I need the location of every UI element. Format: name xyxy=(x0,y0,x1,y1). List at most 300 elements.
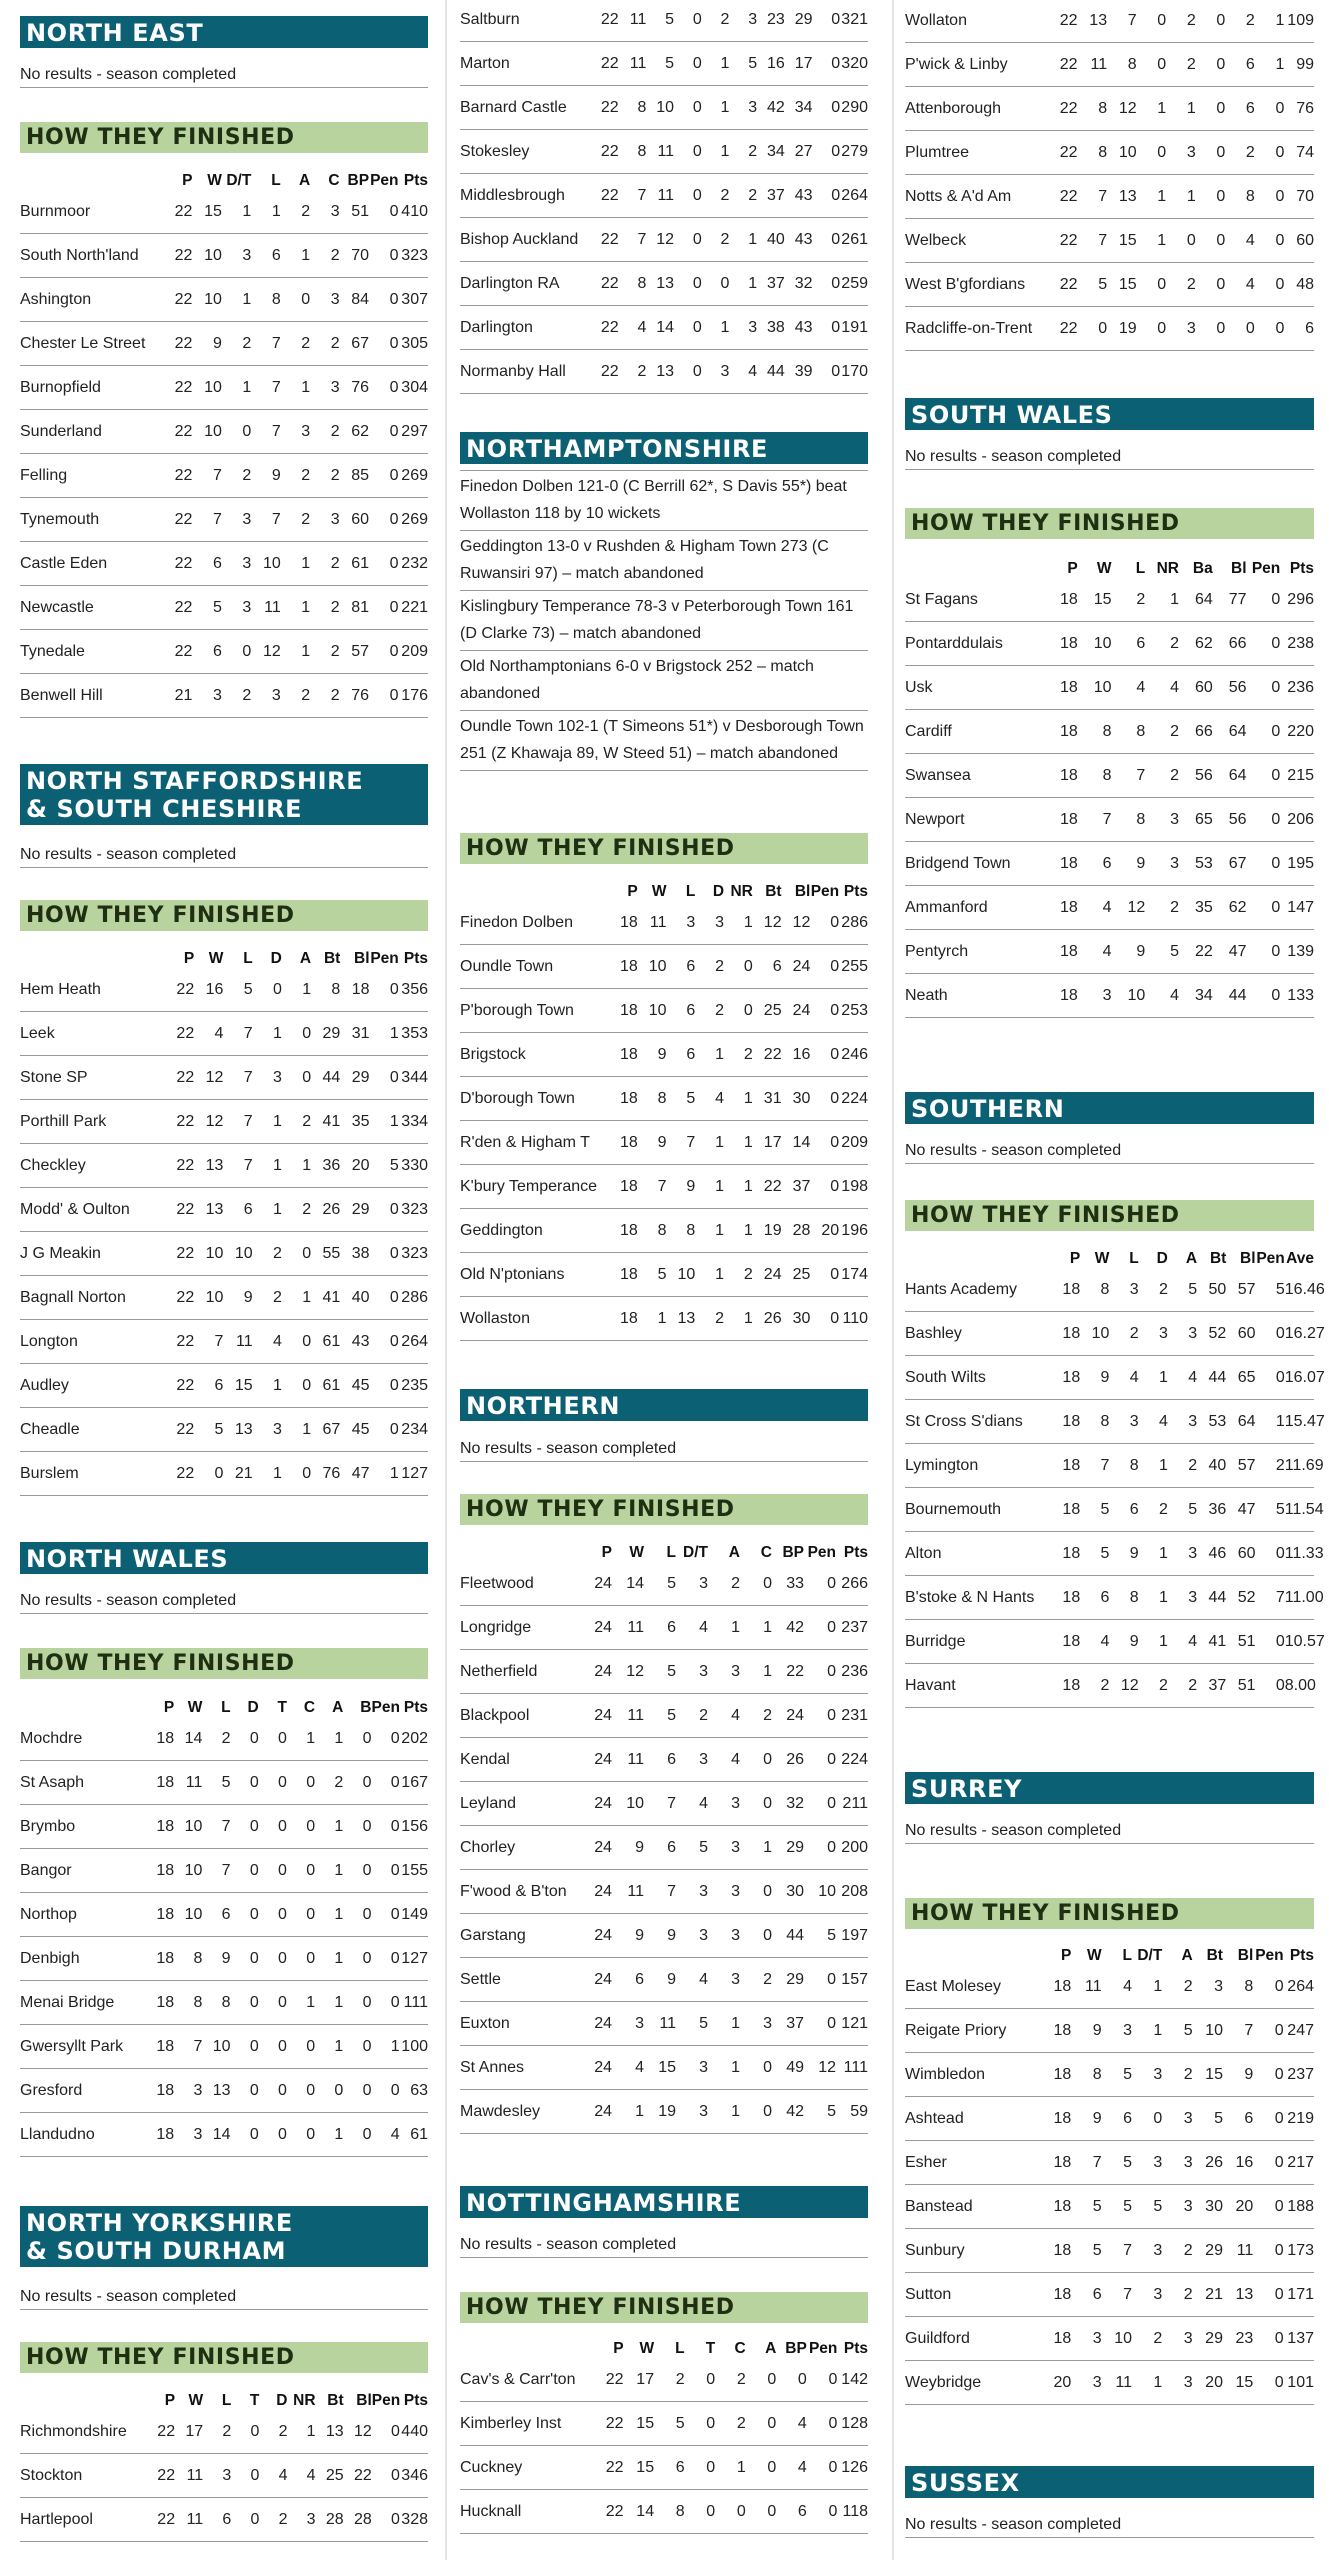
stat-cell: 9 xyxy=(1112,842,1146,886)
stat-cell: 2 xyxy=(695,1297,724,1341)
team-name: Radcliffe-on-Trent xyxy=(905,307,1048,351)
stat-cell: 2 xyxy=(708,1562,740,1606)
stat-cell: 149 xyxy=(400,1893,428,1937)
team-name: Wimbledon xyxy=(905,2053,1041,2097)
stat-cell: 66 xyxy=(1179,710,1213,754)
stat-cell: 237 xyxy=(836,1606,868,1650)
team-name: Mawdesley xyxy=(460,2090,580,2134)
stat-cell: 6 xyxy=(1102,2097,1132,2141)
stat-cell: 0 xyxy=(1247,710,1281,754)
stat-cell: 49 xyxy=(772,2046,804,2090)
stat-cell: 3 xyxy=(1145,842,1179,886)
stat-cell: 5 xyxy=(1071,2229,1101,2273)
stat-cell: 0 xyxy=(810,901,839,945)
stat-cell: 3 xyxy=(1109,1268,1138,1312)
stat-cell: 4 xyxy=(194,1012,223,1056)
team-name: Castle Eden xyxy=(20,542,163,586)
table-row xyxy=(20,2498,428,2542)
subheader-how-they-finished: HOW THEY FINISHED xyxy=(20,122,428,153)
table-row xyxy=(905,1664,1314,1708)
stat-cell: 9 xyxy=(638,1121,667,1165)
stat-cell: 1 xyxy=(315,1717,343,1761)
table-row xyxy=(905,263,1314,307)
stat-cell: 10 xyxy=(194,1276,223,1320)
stat-cell: 17 xyxy=(785,42,813,86)
stat-cell: 0 xyxy=(1253,2229,1283,2273)
team-name: Finedon Dolben xyxy=(460,901,609,945)
team-name: Swansea xyxy=(905,754,1044,798)
stat-cell: 60 xyxy=(1226,1312,1255,1356)
stat-cell: 0 xyxy=(194,1452,223,1496)
stat-cell: 18 xyxy=(146,2025,174,2069)
stat-cell: 22 xyxy=(165,1320,194,1364)
team-name: Denbigh xyxy=(20,1937,146,1981)
stat-cell: 0 xyxy=(1225,307,1255,351)
stat-cell: 1 xyxy=(372,2025,400,2069)
stat-cell: 234 xyxy=(399,1408,428,1452)
table-row xyxy=(905,754,1314,798)
stat-cell: 2 xyxy=(1139,1488,1168,1532)
stat-cell: 139 xyxy=(1280,930,1314,974)
stat-cell: 221 xyxy=(399,586,429,630)
column-header: A xyxy=(298,172,311,189)
stat-cell: 37 xyxy=(1197,1664,1226,1708)
stat-cell: 1 xyxy=(315,1981,343,2025)
stat-cell: 44 xyxy=(1197,1576,1226,1620)
stat-cell: 0 xyxy=(259,1717,287,1761)
table-row xyxy=(905,87,1314,131)
section-header-north-wales: NORTH WALES xyxy=(20,1542,428,1574)
table-row xyxy=(20,2410,428,2454)
stat-cell: 0 xyxy=(1078,307,1108,351)
stat-cell: 11 xyxy=(619,42,647,86)
subheader-how-they-finished: HOW THEY FINISHED xyxy=(460,2292,868,2323)
stat-cell: 259 xyxy=(840,262,868,306)
column-header: A xyxy=(332,1699,344,1716)
stat-cell: 1 xyxy=(253,1100,282,1144)
team-name: St Cross S'dians xyxy=(905,1400,1051,1444)
stat-cell: 8 xyxy=(1078,754,1112,798)
team-name: Sunderland xyxy=(20,410,163,454)
stat-cell: 2 xyxy=(310,322,339,366)
stat-cell: 7 xyxy=(1078,175,1108,219)
column-header: W xyxy=(1087,1947,1102,1964)
stat-cell: 167 xyxy=(400,1761,428,1805)
stat-cell: 1 xyxy=(695,1121,724,1165)
stat-cell: 8.00 xyxy=(1285,1664,1314,1708)
stat-cell: 0 xyxy=(1247,578,1281,622)
stat-cell: 1 xyxy=(315,1805,343,1849)
stat-cell: 1 xyxy=(222,278,251,322)
stat-cell: 30 xyxy=(772,1870,804,1914)
stat-cell: 59 xyxy=(836,2090,868,2134)
stat-cell: 1 xyxy=(740,1606,772,1650)
column-header: Pen xyxy=(1251,560,1281,577)
column-3 xyxy=(893,0,1329,2560)
column-header: W xyxy=(639,2340,655,2357)
table-row xyxy=(905,1312,1314,1356)
table-row xyxy=(460,1606,868,1650)
stat-cell: 2 xyxy=(281,454,310,498)
stat-cell: 4 xyxy=(1168,1620,1197,1664)
stat-cell: 40 xyxy=(757,218,785,262)
stat-cell: 1 xyxy=(740,1650,772,1694)
stat-cell: 0 xyxy=(813,86,841,130)
column-header: Ave xyxy=(1286,1250,1314,1267)
table-row xyxy=(905,2053,1314,2097)
stat-cell: 3 xyxy=(695,901,724,945)
stat-cell: 12 xyxy=(1107,87,1137,131)
stat-cell: 11 xyxy=(174,1761,202,1805)
stat-cell: 37 xyxy=(757,174,785,218)
stat-cell: 3 xyxy=(708,1782,740,1826)
stat-cell: 1 xyxy=(281,366,310,410)
stat-cell: 18 xyxy=(146,1805,174,1849)
stat-cell: 21 xyxy=(1193,2273,1223,2317)
stat-cell: 7 xyxy=(223,1056,252,1100)
stat-cell: 5 xyxy=(1102,2141,1132,2185)
stat-cell: 0 xyxy=(1166,219,1196,263)
stat-cell: 31 xyxy=(340,1012,369,1056)
stat-cell: 0 xyxy=(813,350,841,394)
stat-cell: 5 xyxy=(1145,930,1179,974)
section-header-north-east: NORTH EAST xyxy=(20,16,428,48)
stat-cell: 5 xyxy=(1071,2185,1101,2229)
stat-cell: 110 xyxy=(839,1297,868,1341)
stat-cell: 6 xyxy=(1109,1488,1138,1532)
stat-cell: 20 xyxy=(1223,2185,1253,2229)
stat-cell: 29 xyxy=(772,1826,804,1870)
stat-cell: 2 xyxy=(1139,1268,1168,1312)
stat-cell: 235 xyxy=(399,1364,428,1408)
stat-cell: 2 xyxy=(222,454,251,498)
stat-cell: 32 xyxy=(785,262,813,306)
stat-cell: 0 xyxy=(1253,2009,1283,2053)
stat-cell: 206 xyxy=(1280,798,1314,842)
stat-cell: 3 xyxy=(1102,2009,1132,2053)
stat-cell: 440 xyxy=(400,2410,428,2454)
column-header: Bl xyxy=(354,950,370,967)
stat-cell: 3 xyxy=(1193,1965,1223,2009)
stat-cell: 0 xyxy=(1247,974,1281,1018)
match-result: Geddington 13-0 v Rushden & Higham Town 273 (C Ruwansiri 97) – match abandoned xyxy=(460,531,868,591)
stat-cell: 67 xyxy=(311,1408,340,1452)
stat-cell: 41 xyxy=(1197,1620,1226,1664)
subheader-how-they-finished: HOW THEY FINISHED xyxy=(905,1200,1314,1231)
table-row xyxy=(20,234,428,278)
stat-cell: 3 xyxy=(251,674,280,718)
stat-cell: 3 xyxy=(310,366,339,410)
stat-cell: 410 xyxy=(399,190,429,234)
stat-cell: 255 xyxy=(839,945,868,989)
column-header: W xyxy=(187,1699,203,1716)
column-header: T xyxy=(705,2340,716,2357)
standings-table-north-yorkshire-continued xyxy=(460,0,868,394)
team-name: K'bury Temperance xyxy=(460,1165,609,1209)
stat-cell: 101 xyxy=(1284,2361,1314,2405)
stat-cell: 4 xyxy=(1145,666,1179,710)
stat-cell: 7 xyxy=(202,1805,230,1849)
column-header: Pts xyxy=(843,1544,868,1561)
team-name: East Molesey xyxy=(905,1965,1041,2009)
stat-cell: 323 xyxy=(399,1188,428,1232)
stat-cell: 8 xyxy=(174,1937,202,1981)
match-result: Old Northamptonians 6-0 v Brigstock 252 – match abandoned xyxy=(460,651,868,711)
stat-cell: 18 xyxy=(1044,622,1078,666)
stat-cell: 1 xyxy=(695,1033,724,1077)
table-row xyxy=(20,674,428,718)
stat-cell: 209 xyxy=(839,1121,868,1165)
stat-cell: 22 xyxy=(1048,43,1078,87)
table-row xyxy=(905,43,1314,87)
column-header: Pen xyxy=(810,883,840,900)
subheader-how-they-finished: HOW THEY FINISHED xyxy=(460,833,868,864)
stat-cell: 10 xyxy=(1102,2317,1132,2361)
stat-cell: 8 xyxy=(638,1077,667,1121)
stat-cell: 2 xyxy=(1145,886,1179,930)
stat-cell: 2 xyxy=(310,586,339,630)
table-grid xyxy=(905,0,1314,351)
stat-cell: 11 xyxy=(223,1320,252,1364)
stat-cell: 2 xyxy=(310,542,339,586)
stat-cell: 18 xyxy=(1051,1620,1080,1664)
stat-cell: 0 xyxy=(740,1782,772,1826)
table-row xyxy=(20,1937,428,1981)
stat-cell: 29 xyxy=(1193,2317,1223,2361)
stat-cell: 15 xyxy=(1107,219,1137,263)
stat-cell: 188 xyxy=(1284,2185,1314,2229)
stat-cell: 22 xyxy=(165,1452,194,1496)
stat-cell: 19 xyxy=(753,1209,782,1253)
stat-cell: 0 xyxy=(1253,2185,1283,2229)
stat-cell: 10 xyxy=(646,86,674,130)
table-row xyxy=(905,2361,1314,2405)
stat-cell: 2 xyxy=(1080,1664,1109,1708)
stat-cell: 0 xyxy=(343,2069,371,2113)
stat-cell: 9 xyxy=(223,1276,252,1320)
stat-cell: 0 xyxy=(343,1717,371,1761)
stat-cell: 1 xyxy=(281,586,310,630)
table-row xyxy=(20,1056,428,1100)
stat-cell: 0 xyxy=(369,630,398,674)
stat-cell: 1 xyxy=(1139,1620,1168,1664)
column-header xyxy=(20,170,163,190)
table-row xyxy=(460,130,868,174)
stat-cell: 15 xyxy=(1193,2053,1223,2097)
team-name: Bangor xyxy=(20,1849,146,1893)
stat-cell: 0 xyxy=(369,454,398,498)
stat-cell: 133 xyxy=(1280,974,1314,1018)
stat-cell: 35 xyxy=(1179,886,1213,930)
stat-cell: 1 xyxy=(708,2002,740,2046)
table-row xyxy=(20,1761,428,1805)
stat-cell: 1 xyxy=(1132,2009,1162,2053)
stat-cell: 7 xyxy=(1078,798,1112,842)
stat-cell: 8 xyxy=(619,86,647,130)
stat-cell: 0 xyxy=(259,1761,287,1805)
stat-cell: 38 xyxy=(757,306,785,350)
stat-cell: 0 xyxy=(810,1297,839,1341)
stat-cell: 5 xyxy=(644,1650,676,1694)
stat-cell: 10 xyxy=(804,1870,836,1914)
stat-cell: 22 xyxy=(591,0,619,42)
stat-cell: 176 xyxy=(399,674,429,718)
stat-cell: 22 xyxy=(1048,219,1078,263)
stat-cell: 22 xyxy=(147,2410,175,2454)
stat-cell: 264 xyxy=(399,1320,428,1364)
stat-cell: 1 xyxy=(1137,87,1167,131)
stat-cell: 191 xyxy=(840,306,868,350)
stat-cell: 170 xyxy=(840,350,868,394)
column-header: L xyxy=(221,1699,231,1716)
stat-cell: 9 xyxy=(667,1165,696,1209)
stat-cell: 44 xyxy=(757,350,785,394)
stat-cell: 0 xyxy=(740,1562,772,1606)
stat-cell: 13 xyxy=(202,2069,230,2113)
stat-cell: 64 xyxy=(1226,1400,1255,1444)
stat-cell: 5 xyxy=(194,1408,223,1452)
stat-cell: 11 xyxy=(612,1738,644,1782)
team-name: Esher xyxy=(905,2141,1041,2185)
stat-cell: 0 xyxy=(1253,2273,1283,2317)
table-row xyxy=(20,1893,428,1937)
stat-cell: 0 xyxy=(315,2069,343,2113)
stat-cell: 11 xyxy=(646,174,674,218)
stat-cell: 18 xyxy=(146,1893,174,1937)
stat-cell: 18 xyxy=(1044,842,1078,886)
stat-cell: 3 xyxy=(1162,2141,1192,2185)
stat-cell: 8 xyxy=(1223,1965,1253,2009)
status-text: No results - season completed xyxy=(20,836,428,868)
stat-cell: 2 xyxy=(310,454,339,498)
team-name: Stockton xyxy=(20,2454,147,2498)
team-name: Hants Academy xyxy=(905,1268,1051,1312)
stat-cell: 30 xyxy=(782,1077,811,1121)
column-header xyxy=(460,1542,580,1562)
stat-cell: 109 xyxy=(1284,0,1314,43)
stat-cell: 9 xyxy=(1223,2053,1253,2097)
stat-cell: 2 xyxy=(702,0,730,42)
stat-cell: 2 xyxy=(1168,1664,1197,1708)
stat-cell: 12 xyxy=(612,1650,644,1694)
stat-cell: 76 xyxy=(1284,87,1314,131)
stat-cell: 12 xyxy=(194,1100,223,1144)
stat-cell: 0 xyxy=(746,2490,777,2534)
stat-cell: 3 xyxy=(1078,974,1112,1018)
stat-cell: 74 xyxy=(1284,131,1314,175)
stat-cell: 0 xyxy=(372,2069,400,2113)
stat-cell: 13 xyxy=(223,1408,252,1452)
stat-cell: 1 xyxy=(281,234,310,278)
stat-cell: 9 xyxy=(638,1033,667,1077)
stat-cell: 62 xyxy=(1213,886,1247,930)
stat-cell: 22 xyxy=(147,2498,175,2542)
stat-cell: 0 xyxy=(370,968,399,1012)
stat-cell: 11 xyxy=(646,130,674,174)
team-name: Wollaston xyxy=(460,1297,609,1341)
stat-cell: 43 xyxy=(785,174,813,218)
stat-cell: 10 xyxy=(1078,666,1112,710)
stat-cell: 156 xyxy=(400,1805,428,1849)
stat-cell: 62 xyxy=(1179,622,1213,666)
stat-cell: 0 xyxy=(231,1717,259,1761)
column-header: Pen xyxy=(1256,1250,1285,1267)
stat-cell: 173 xyxy=(1284,2229,1314,2273)
team-name: Bashley xyxy=(905,1312,1051,1356)
table-row xyxy=(460,262,868,306)
stat-cell: 5 xyxy=(370,1144,399,1188)
table-row xyxy=(460,1297,868,1341)
stat-cell: 3 xyxy=(1132,2141,1162,2185)
stat-cell: 33 xyxy=(772,1562,804,1606)
stat-cell: 157 xyxy=(836,1958,868,2002)
stat-cell: 6 xyxy=(644,1738,676,1782)
stat-cell: 0 xyxy=(369,234,398,278)
column-header: NR xyxy=(293,2392,316,2409)
section-header-northamptonshire: NORTHAMPTONSHIRE xyxy=(460,432,868,464)
stat-cell: 4 xyxy=(1112,666,1146,710)
stat-cell: 1 xyxy=(724,901,753,945)
team-name: Welbeck xyxy=(905,219,1048,263)
stat-cell: 24 xyxy=(782,945,811,989)
stat-cell: 10 xyxy=(174,1893,202,1937)
stat-cell: 22 xyxy=(591,130,619,174)
column-header: W xyxy=(651,883,667,900)
stat-cell: 0 xyxy=(253,968,282,1012)
stat-cell: 18 xyxy=(1051,1356,1080,1400)
table-row xyxy=(460,2490,868,2534)
stat-cell: 6 xyxy=(1225,43,1255,87)
stat-cell: 29 xyxy=(311,1012,340,1056)
stat-cell: 3 xyxy=(222,498,251,542)
stat-cell: 0 xyxy=(259,1805,287,1849)
team-name: Old N'ptonians xyxy=(460,1253,609,1297)
stat-cell: 2 xyxy=(310,234,339,278)
column-header: Bt xyxy=(765,883,782,900)
team-name: Chester Le Street xyxy=(20,322,163,366)
table-row xyxy=(905,622,1314,666)
team-name: Normanby Hall xyxy=(460,350,591,394)
stat-cell: 1 xyxy=(695,1209,724,1253)
stat-cell: 224 xyxy=(839,1077,868,1121)
stat-cell: 37 xyxy=(772,2002,804,2046)
stat-cell: 2 xyxy=(702,174,730,218)
column-header: C xyxy=(328,172,340,189)
stat-cell: 21 xyxy=(223,1452,252,1496)
column-header: BP xyxy=(347,172,370,189)
team-name: St Fagans xyxy=(905,578,1044,622)
stat-cell: 7 xyxy=(619,218,647,262)
stat-cell: 0 xyxy=(674,262,702,306)
table-header-row xyxy=(20,948,428,968)
team-name: Banstead xyxy=(905,2185,1041,2229)
stat-cell: 2 xyxy=(1145,622,1179,666)
stat-cell: 18 xyxy=(609,1297,638,1341)
team-name: Newcastle xyxy=(20,586,163,630)
stat-cell: 22 xyxy=(163,366,192,410)
stat-cell: 1 xyxy=(1166,87,1196,131)
stat-cell: 24 xyxy=(580,1738,612,1782)
subheader-how-they-finished: HOW THEY FINISHED xyxy=(905,1898,1314,1929)
stat-cell: 36 xyxy=(1197,1488,1226,1532)
standings-table-north-staffordshire xyxy=(20,948,428,1496)
team-name: Longton xyxy=(20,1320,165,1364)
stat-cell: 127 xyxy=(400,1937,428,1981)
stat-cell: 2 xyxy=(1162,2053,1192,2097)
stat-cell: 16 xyxy=(1223,2141,1253,2185)
column-header: Pen xyxy=(1255,1947,1284,1964)
table-row xyxy=(460,2046,868,2090)
